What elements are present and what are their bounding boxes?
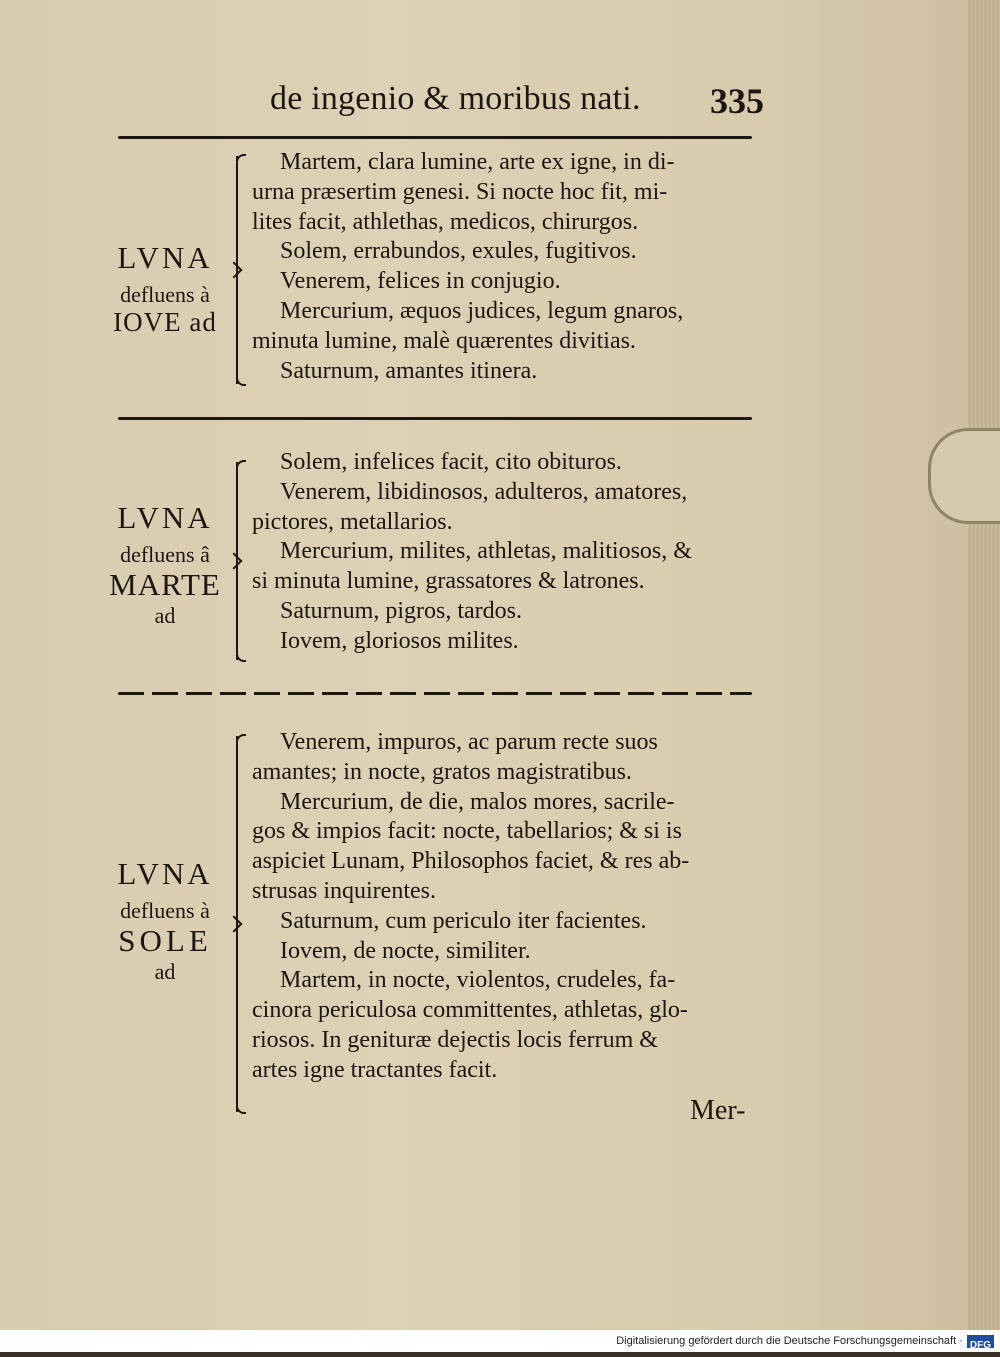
section-1-line: Solem, errabundos, exules, fugitivos. — [280, 238, 637, 265]
section-3-line: cinora periculosa committentes, athletas, glo- — [252, 997, 688, 1024]
page-clip — [928, 428, 1000, 524]
page-number: 335 — [710, 81, 764, 121]
section-1-line: lites facit, athlethas, medicos, chirurgos. — [252, 208, 639, 235]
section-2-line: pictores, metallarios. — [252, 508, 453, 535]
section-3-label-line-2: defluens à — [120, 897, 210, 923]
section-2-brace — [236, 462, 252, 660]
section-3-line: strusas inquirentes. — [252, 877, 436, 904]
rule-top — [118, 136, 752, 139]
section-2-label — [100, 500, 230, 628]
section-3-label — [100, 856, 230, 984]
section-2-label-line-4: ad — [154, 602, 176, 628]
section-2-line: Saturnum, pigros, tardos. — [280, 597, 522, 624]
section-3-label-line-4: ad — [154, 958, 176, 984]
section-2-line: Iovem, gloriosos milites. — [280, 627, 519, 654]
section-2-line: Mercurium, milites, athletas, malitiosos, & — [280, 538, 692, 565]
section-1-line: minuta lumine, malè quærentes divitias. — [252, 327, 636, 354]
section-1-line: urna præsertim genesi. Si nocte hoc fit, mi- — [252, 178, 668, 205]
running-title: de ingenio & moribus nati. — [270, 80, 641, 117]
section-3-line: amantes; in nocte, gratos magistratibus. — [252, 758, 632, 785]
section-3-line: Venerem, impuros, ac parum recte suos — [280, 729, 658, 755]
section-3-brace — [236, 736, 252, 1112]
section-2-label-line-2: defluens â — [120, 541, 210, 567]
section-3-label-line-3: SOLE — [118, 922, 212, 958]
dfg-logo: DFG — [967, 1335, 994, 1348]
footer-credit-text: Digitalisierung gefördert durch die Deutsche Forschungsgemeinschaft · — [616, 1335, 963, 1347]
section-3-line: gos & impios facit: nocte, tabellarios; & si is — [252, 818, 682, 845]
section-1-line: Saturnum, amantes itinera. — [280, 357, 538, 384]
section-3-text — [252, 728, 689, 1086]
rule-section-1-2 — [118, 417, 752, 420]
section-2-text — [252, 448, 692, 657]
digitization-footer — [0, 1330, 1000, 1352]
section-3-label-line-1: LVNA — [117, 856, 213, 891]
section-2-line: Venerem, libidinosos, adulteros, amatores, — [280, 478, 688, 505]
section-3-line: Mercurium, de die, malos mores, sacrile- — [280, 788, 675, 815]
catchword: Mer- — [690, 1095, 746, 1126]
section-2-line: Solem, infelices facit, cito obituros. — [280, 449, 622, 475]
section-1-line: Mercurium, æquos judices, legum gnaros, — [280, 297, 684, 324]
section-1-label — [100, 240, 230, 338]
section-1-label-line-2: defluens à — [120, 281, 210, 307]
section-3-line: Saturnum, cum periculo iter facientes. — [280, 907, 647, 934]
section-3-line: Martem, in nocte, violentos, crudeles, fa- — [280, 967, 676, 994]
section-3-line: riosos. In genituræ dejectis locis ferrum & — [252, 1026, 658, 1053]
section-3-line: Iovem, de nocte, similiter. — [280, 937, 531, 964]
section-2-label-line-3: MARTE — [109, 566, 221, 602]
section-3-line: aspiciet Lunam, Philosophos faciet, & res ab- — [252, 848, 690, 875]
section-3-line: artes igne tractantes facit. — [252, 1056, 498, 1083]
section-1-label-line-3: IOVE ad — [113, 306, 217, 337]
section-1-line: Martem, clara lumine, arte ex igne, in di- — [280, 149, 675, 175]
section-1-label-line-1: LVNA — [117, 240, 213, 275]
rule-section-2-3 — [118, 692, 752, 695]
section-2-label-line-1: LVNA — [117, 500, 213, 535]
section-1-brace — [236, 156, 252, 384]
section-1-line: Venerem, felices in conjugio. — [280, 268, 561, 295]
section-1-text — [252, 148, 683, 386]
section-2-line: si minuta lumine, grassatores & latrones. — [252, 568, 645, 595]
